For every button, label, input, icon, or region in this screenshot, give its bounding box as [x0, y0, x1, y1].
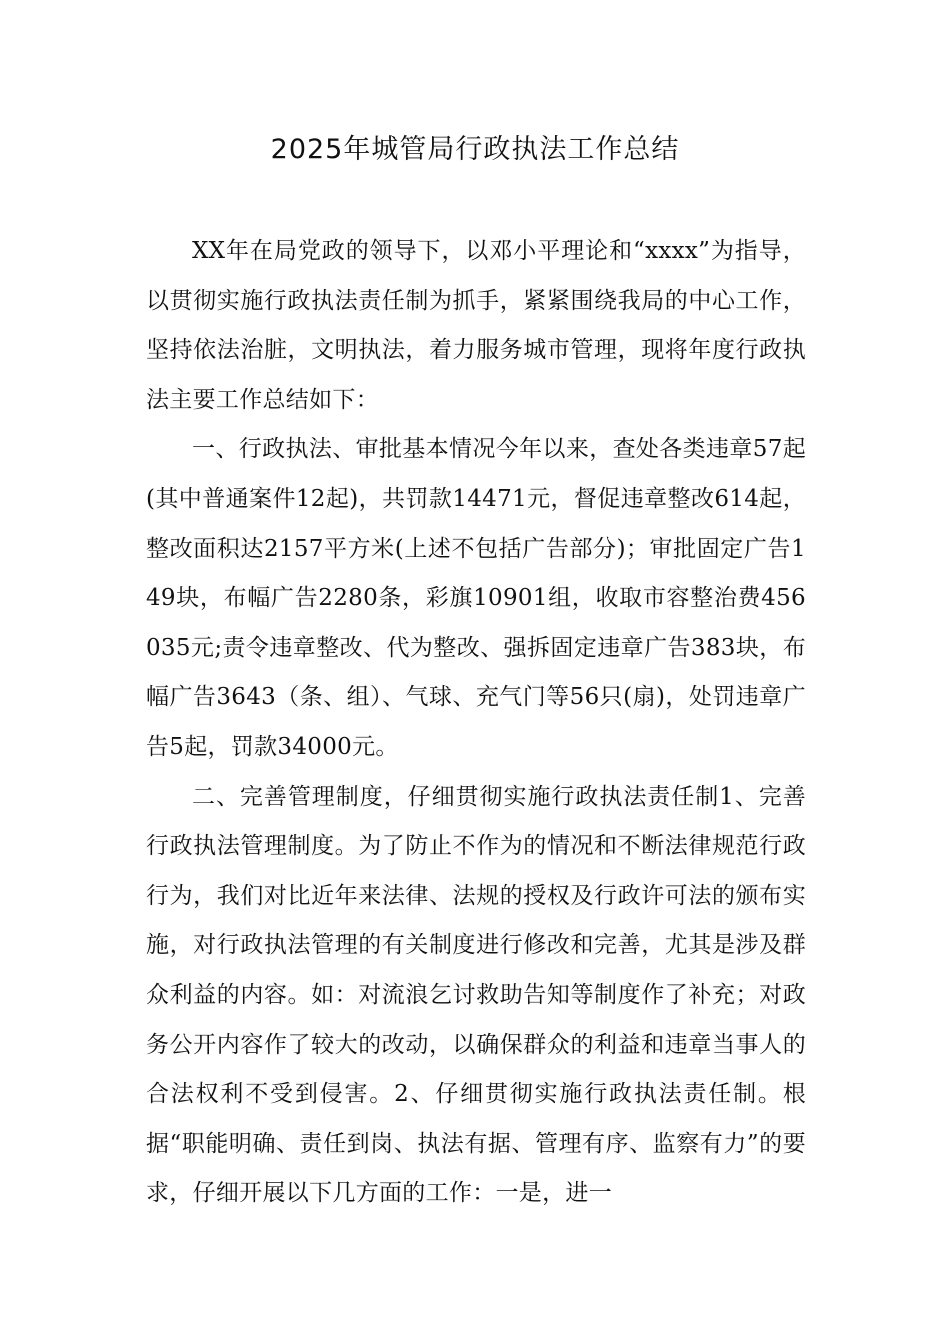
paragraph-section-1: 一、行政执法、审批基本情况今年以来，查处各类违章57起(其中普通案件12起)，共罚款14471元，督促违章整改614起，整改面积达2157平方米(上述不包括广告部分)；审批固定广告149块，布幅广告2280条，彩旗10901组，收取市容整治费456035元;责令违章整改、代为整改、强拆固定违章广告383块，布幅广告3643（条、组）、气球、充气门等56只(扇)，处罚违章广告5起，罚款34000元。 — [146, 436, 806, 760]
paragraph-section-2: 二、完善管理制度，仔细贯彻实施行政执法责任制1、完善行政执法管理制度。为了防止不作为的情况和不断法律规范行政行为，我们对比近年来法律、法规的授权及行政许可法的颁布实施，对行政执法管理的有关制度进行修改和完善，尤其是涉及群众利益的内容。如：对流浪乞讨救助告知等制度作了补充；对政务公开内容作了较大的改动，以确保群众的利益和违章当事人的合法权利不受到侵害。2、仔细贯彻实施行政执法责任制。根据“职能明确、责任到岗、执法有据、管理有序、监察有力”的要求，仔细开展以下几方面的工作：一是，进一 — [146, 783, 806, 1207]
document-title: 2025年城管局行政执法工作总结 — [270, 134, 680, 165]
document-body — [146, 227, 806, 1219]
paragraph-intro: XX年在局党政的领导下，以邓小平理论和“xxxx”为指导，以贯彻实施行政执法责任制为抓手，紧紧围绕我局的中心工作，坚持依法治脏，文明执法，着力服务城市管理，现将年度行政执法主要工作总结如下： — [146, 238, 806, 413]
